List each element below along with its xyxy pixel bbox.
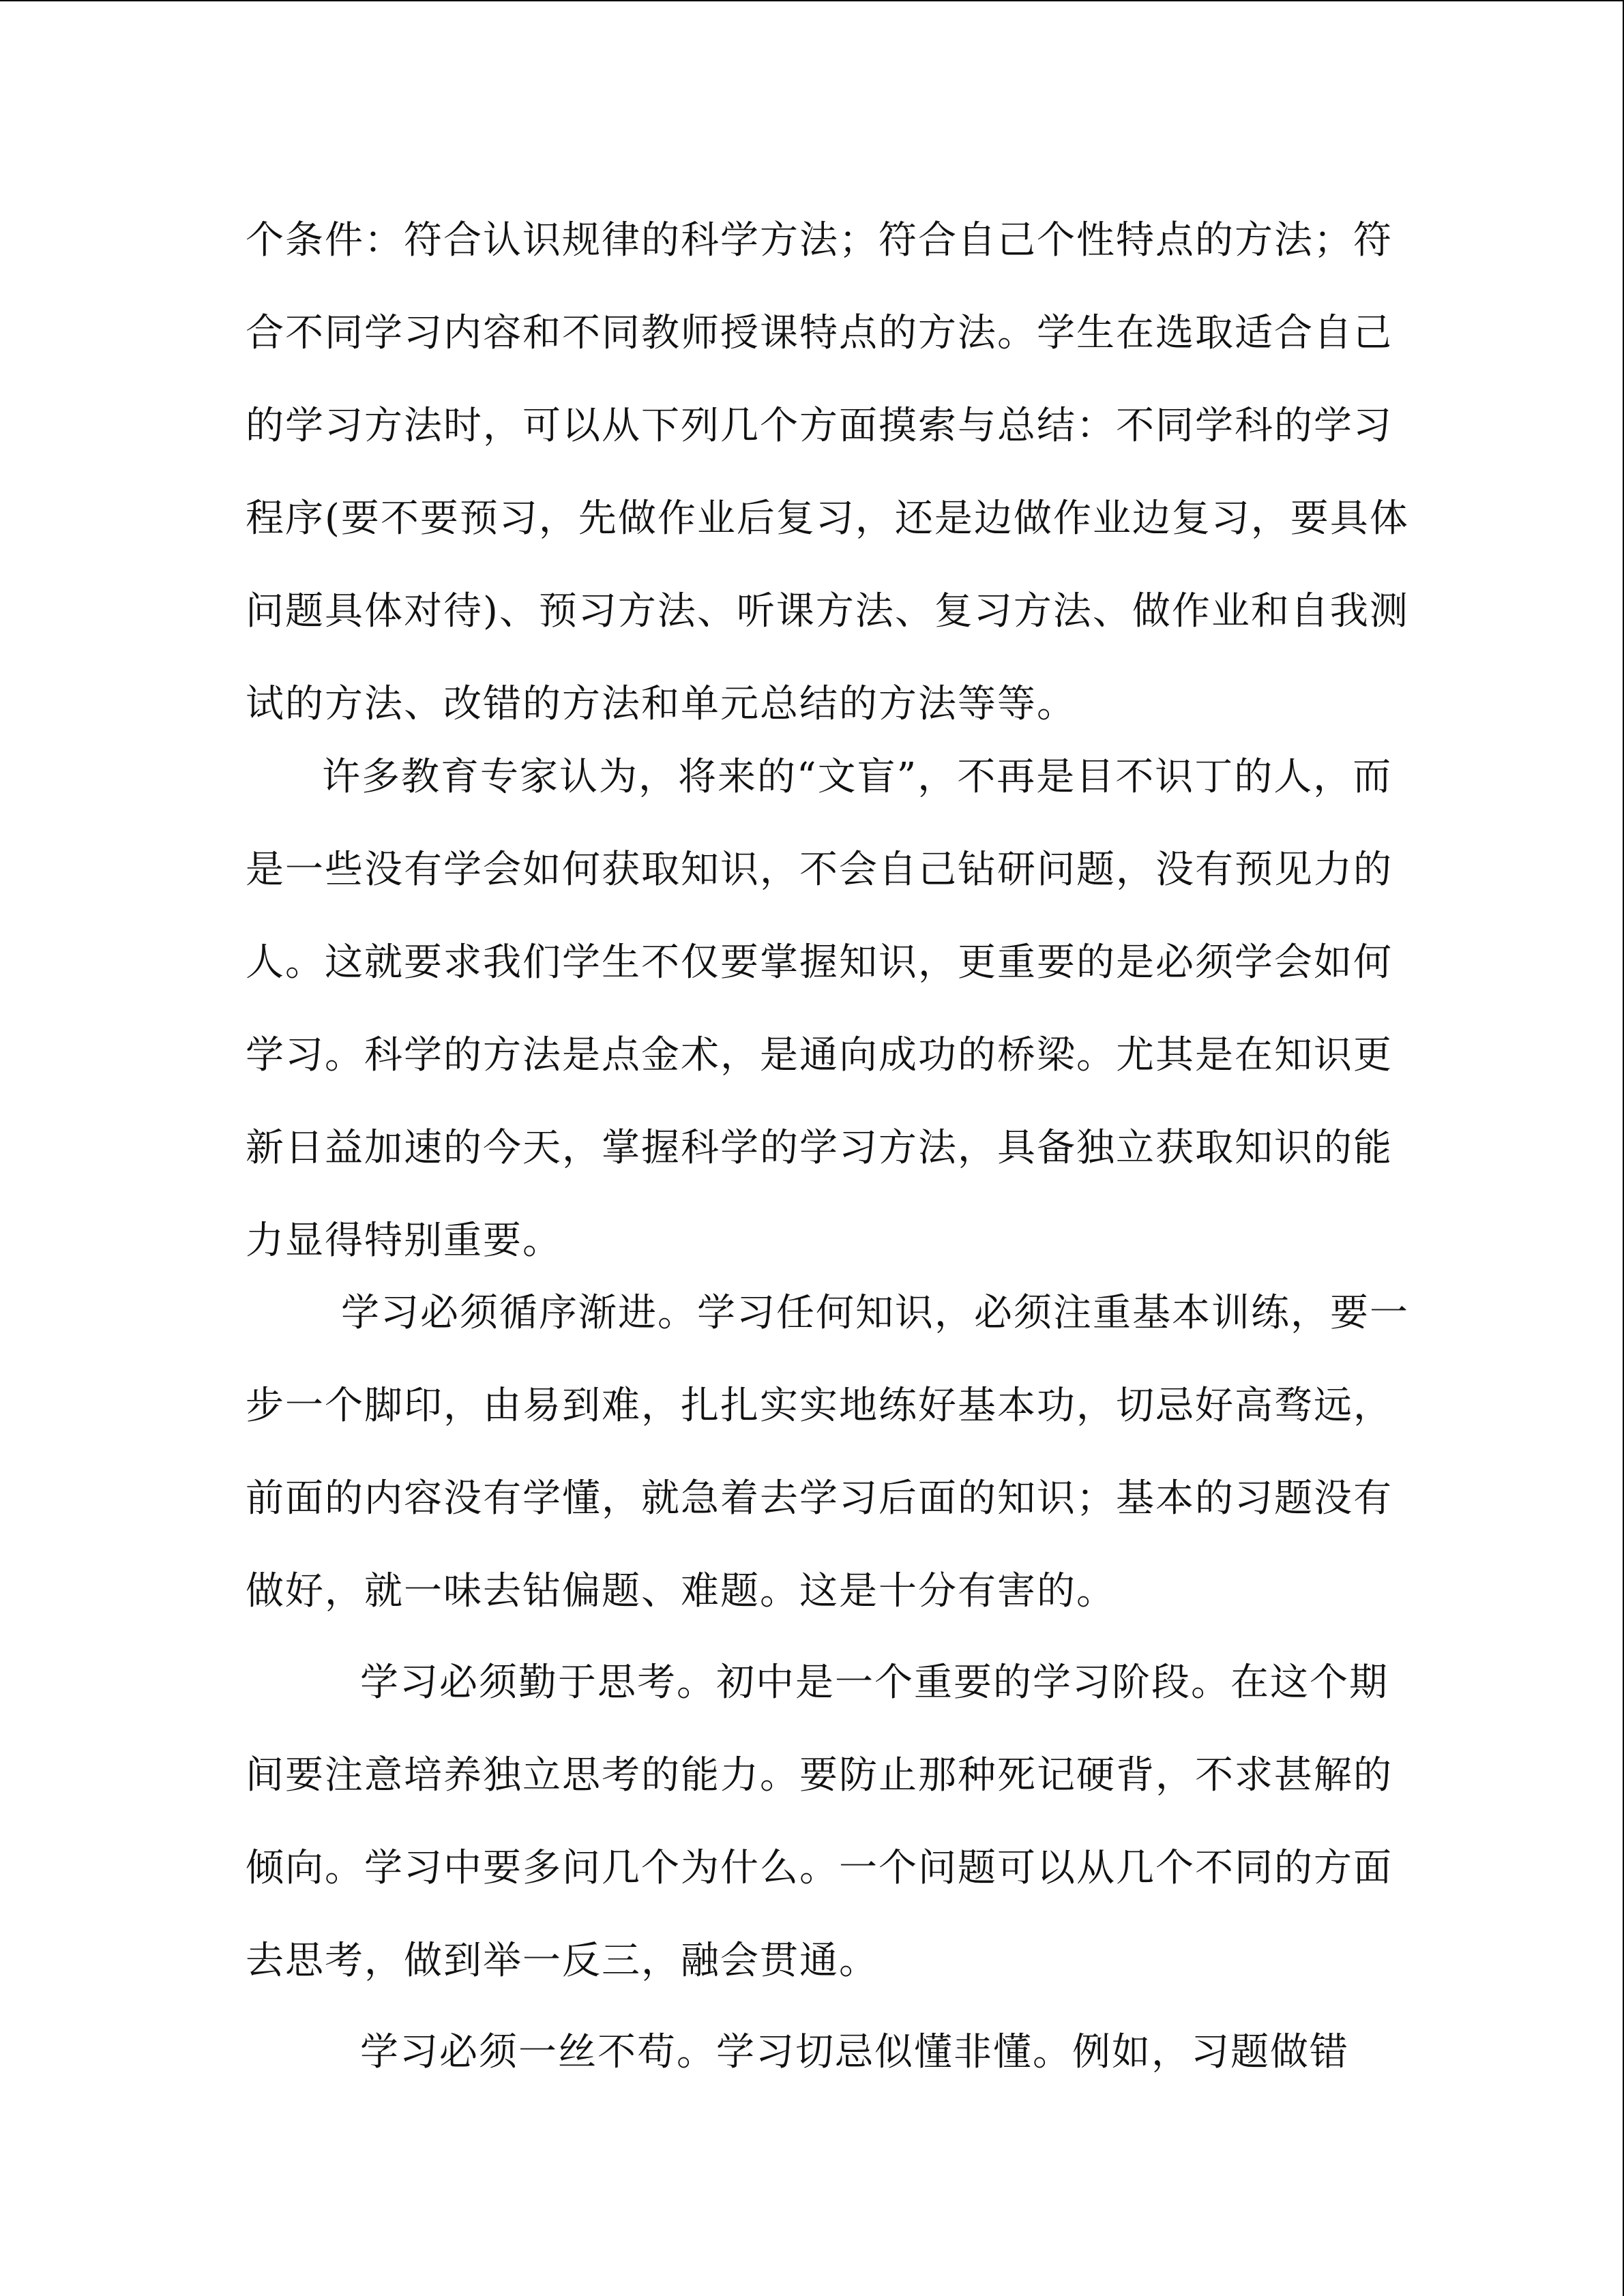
- paragraph-3: [246, 1267, 1409, 1638]
- paragraph-1-line-5: 问题具体对待)、预习方法、听课方法、复习方法、做作业和自我测: [246, 589, 1409, 633]
- paragraph-2-line-3: 人。这就要求我们学生不仅要掌握知识，更重要的是必须学会如何: [246, 940, 1393, 985]
- paragraph-3-line-2: 步一个脚印，由易到难，扎扎实实地练好基本功，切忌好高骛远，: [246, 1384, 1393, 1428]
- paragraph-5: [246, 2006, 1378, 2099]
- paragraph-3-line-1: 学习必须循序渐进。学习任何知识，必须注重基本训练，要一: [341, 1291, 1409, 1335]
- paragraph-1-line-6: 试的方法、改错的方法和单元总结的方法等等。: [246, 682, 1076, 726]
- paragraph-4-line-3: 倾向。学习中要多问几个为什么。一个问题可以从几个不同的方面: [246, 1846, 1393, 1890]
- paragraph-4-line-4: 去思考，做到举一反三，融会贯通。: [246, 1939, 879, 1983]
- paragraph-2-line-2: 是一些没有学会如何获取知识，不会自己钻研问题，没有预见力的: [246, 848, 1393, 892]
- paragraph-3-line-4: 做好，就一味去钻偏题、难题。这是十分有害的。: [246, 1569, 1116, 1613]
- paragraph-3-line-3: 前面的内容没有学懂，就急着去学习后面的知识；基本的习题没有: [246, 1476, 1393, 1521]
- paragraph-1-line-4: 程序(要不要预习，先做作业后复习，还是边做作业边复习，要具体: [246, 496, 1409, 541]
- paragraph-2-line-4: 学习。科学的方法是点金术，是通向成功的桥梁。尤其是在知识更: [246, 1033, 1393, 1077]
- paragraph-5-line-1: 学习必须一丝不苟。学习切忌似懂非懂。例如，习题做错: [360, 2030, 1349, 2074]
- paragraph-2-line-5: 新日益加速的今天，掌握科学的学习方法，具备独立获取知识的能: [246, 1126, 1393, 1170]
- paragraph-2: [246, 731, 1393, 1287]
- paragraph-2-line-1: 许多教育专家认为，将来的“文盲”，不再是目不识丁的人，而: [322, 755, 1393, 799]
- paragraph-1-line-2: 合不同学习内容和不同教师授课特点的方法。学生在选取适合自己: [246, 311, 1393, 355]
- paragraph-1: [246, 194, 1409, 751]
- paragraph-1-line-1: 个条件：符合认识规律的科学方法；符合自己个性特点的方法；符: [246, 218, 1393, 263]
- paragraph-4-line-2: 间要注意培养独立思考的能力。要防止那种死记硬背，不求甚解的: [246, 1753, 1393, 1798]
- paragraph-2-line-6: 力显得特别重要。: [246, 1219, 562, 1263]
- paragraph-1-line-3: 的学习方法时，可以从下列几个方面摸索与总结：不同学科的学习: [246, 404, 1393, 448]
- paragraph-4: [246, 1637, 1393, 2008]
- paragraph-4-line-1: 学习必须勤于思考。初中是一个重要的学习阶段。在这个期: [360, 1660, 1389, 1705]
